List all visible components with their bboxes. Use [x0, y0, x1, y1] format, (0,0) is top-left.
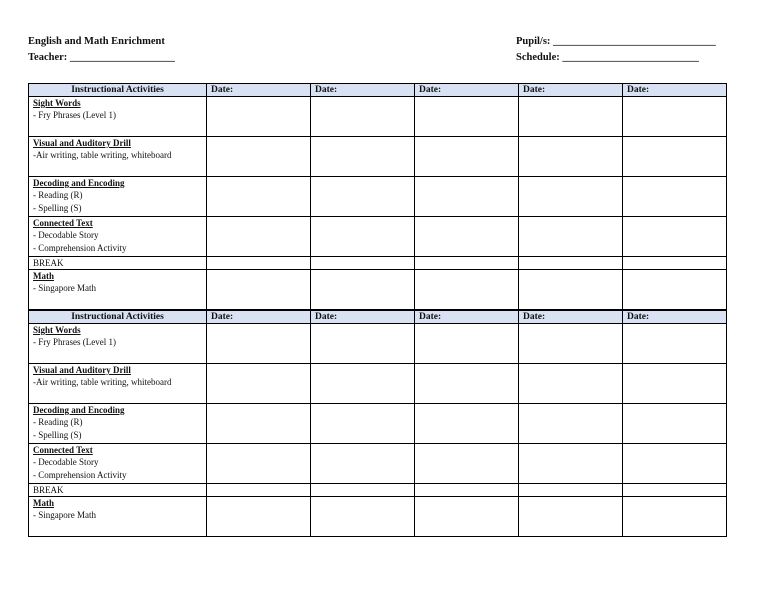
date-cell[interactable] [623, 484, 727, 497]
date-cell[interactable] [207, 177, 311, 217]
schedule-field: Schedule: __________________________ [516, 52, 699, 63]
activity-item: - Singapore Math [33, 283, 96, 293]
date-cell[interactable] [311, 444, 415, 484]
activity-cell [29, 217, 207, 257]
date-cell[interactable] [415, 97, 519, 137]
date-cell[interactable] [519, 364, 623, 404]
date-cell[interactable] [311, 324, 415, 364]
column-header-activities: Instructional Activities [29, 84, 207, 97]
date-cell[interactable] [623, 270, 727, 310]
activity-item: - Spelling (S) [33, 203, 82, 213]
column-header-date: Date: [623, 84, 727, 97]
date-cell[interactable] [207, 404, 311, 444]
column-header-date: Date: [207, 311, 311, 324]
date-cell[interactable] [519, 324, 623, 364]
date-cell[interactable] [623, 324, 727, 364]
column-header-date: Date: [207, 84, 311, 97]
schedule-table-1 [28, 83, 727, 310]
teacher-field: Teacher: ____________________ [28, 52, 175, 63]
date-cell[interactable] [415, 497, 519, 537]
activity-item: - Fry Phrases (Level 1) [33, 337, 116, 347]
date-cell[interactable] [311, 497, 415, 537]
break-label: BREAK [33, 258, 64, 268]
date-cell[interactable] [623, 497, 727, 537]
activity-cell [29, 270, 207, 310]
activity-cell [29, 97, 207, 137]
date-cell[interactable] [519, 497, 623, 537]
date-cell[interactable] [207, 137, 311, 177]
date-cell[interactable] [207, 257, 311, 270]
date-cell[interactable] [207, 497, 311, 537]
date-cell[interactable] [519, 137, 623, 177]
column-header-date: Date: [415, 311, 519, 324]
table-row [29, 364, 727, 404]
activity-name: Connected Text [33, 445, 93, 455]
activity-name: Visual and Auditory Drill [33, 138, 131, 148]
activity-cell [29, 497, 207, 537]
date-cell[interactable] [623, 217, 727, 257]
date-cell[interactable] [415, 217, 519, 257]
date-cell[interactable] [311, 404, 415, 444]
pupils-field: Pupil/s: _______________________________ [516, 36, 716, 47]
date-cell[interactable] [415, 177, 519, 217]
date-cell[interactable] [623, 137, 727, 177]
activity-item: - Singapore Math [33, 510, 96, 520]
date-cell[interactable] [415, 404, 519, 444]
date-cell[interactable] [623, 404, 727, 444]
table-row [29, 137, 727, 177]
activity-item: -Air writing, table writing, whiteboard [33, 377, 172, 387]
activity-name: Decoding and Encoding [33, 178, 125, 188]
activity-item: - Reading (R) [33, 190, 83, 200]
activity-cell [29, 257, 207, 270]
table-header-row [29, 311, 727, 324]
table-row-break [29, 484, 727, 497]
column-header-date: Date: [311, 84, 415, 97]
date-cell[interactable] [207, 444, 311, 484]
activity-cell [29, 137, 207, 177]
date-cell[interactable] [311, 137, 415, 177]
date-cell[interactable] [415, 270, 519, 310]
date-cell[interactable] [519, 484, 623, 497]
date-cell[interactable] [311, 257, 415, 270]
table-row [29, 404, 727, 444]
column-header-date: Date: [519, 311, 623, 324]
date-cell[interactable] [623, 257, 727, 270]
activity-cell [29, 364, 207, 404]
activity-item: - Comprehension Activity [33, 243, 127, 253]
activity-item: - Comprehension Activity [33, 470, 127, 480]
activity-item: - Decodable Story [33, 230, 99, 240]
activity-name: Decoding and Encoding [33, 405, 125, 415]
activity-item: -Air writing, table writing, whiteboard [33, 150, 172, 160]
date-cell[interactable] [207, 97, 311, 137]
date-cell[interactable] [415, 484, 519, 497]
table-row [29, 444, 727, 484]
date-cell[interactable] [519, 270, 623, 310]
date-cell[interactable] [519, 177, 623, 217]
date-cell[interactable] [623, 444, 727, 484]
table-header-row [29, 84, 727, 97]
activity-item: - Spelling (S) [33, 430, 82, 440]
activity-cell [29, 444, 207, 484]
schedule-table-2 [28, 310, 727, 537]
activity-cell [29, 484, 207, 497]
table-row [29, 97, 727, 137]
date-cell[interactable] [207, 270, 311, 310]
document-title: English and Math Enrichment [28, 36, 165, 47]
column-header-date: Date: [623, 311, 727, 324]
date-cell[interactable] [415, 444, 519, 484]
date-cell[interactable] [311, 270, 415, 310]
table-row [29, 177, 727, 217]
activity-item: - Reading (R) [33, 417, 83, 427]
date-cell[interactable] [519, 444, 623, 484]
activity-cell [29, 177, 207, 217]
column-header-date: Date: [415, 84, 519, 97]
table-row [29, 270, 727, 310]
date-cell[interactable] [311, 484, 415, 497]
date-cell[interactable] [207, 484, 311, 497]
date-cell[interactable] [415, 257, 519, 270]
activity-item: - Decodable Story [33, 457, 99, 467]
activity-name: Math [33, 498, 54, 508]
date-cell[interactable] [311, 97, 415, 137]
date-cell[interactable] [415, 137, 519, 177]
date-cell[interactable] [519, 97, 623, 137]
column-header-activities: Instructional Activities [29, 311, 207, 324]
date-cell[interactable] [207, 324, 311, 364]
date-cell[interactable] [415, 364, 519, 404]
break-label: BREAK [33, 485, 64, 495]
activity-name: Sight Words [33, 325, 81, 335]
activity-name: Math [33, 271, 54, 281]
date-cell[interactable] [623, 364, 727, 404]
activity-item: - Fry Phrases (Level 1) [33, 110, 116, 120]
activity-name: Sight Words [33, 98, 81, 108]
table-row-break [29, 257, 727, 270]
date-cell[interactable] [311, 217, 415, 257]
date-cell[interactable] [519, 257, 623, 270]
date-cell[interactable] [311, 364, 415, 404]
table-row [29, 324, 727, 364]
date-cell[interactable] [623, 177, 727, 217]
column-header-date: Date: [311, 311, 415, 324]
column-header-date: Date: [519, 84, 623, 97]
table-row [29, 217, 727, 257]
date-cell[interactable] [519, 404, 623, 444]
table-row [29, 497, 727, 537]
activity-name: Connected Text [33, 218, 93, 228]
activity-cell [29, 324, 207, 364]
date-cell[interactable] [311, 177, 415, 217]
date-cell[interactable] [207, 217, 311, 257]
date-cell[interactable] [415, 324, 519, 364]
date-cell[interactable] [623, 97, 727, 137]
activity-cell [29, 404, 207, 444]
activity-name: Visual and Auditory Drill [33, 365, 131, 375]
date-cell[interactable] [207, 364, 311, 404]
date-cell[interactable] [519, 217, 623, 257]
